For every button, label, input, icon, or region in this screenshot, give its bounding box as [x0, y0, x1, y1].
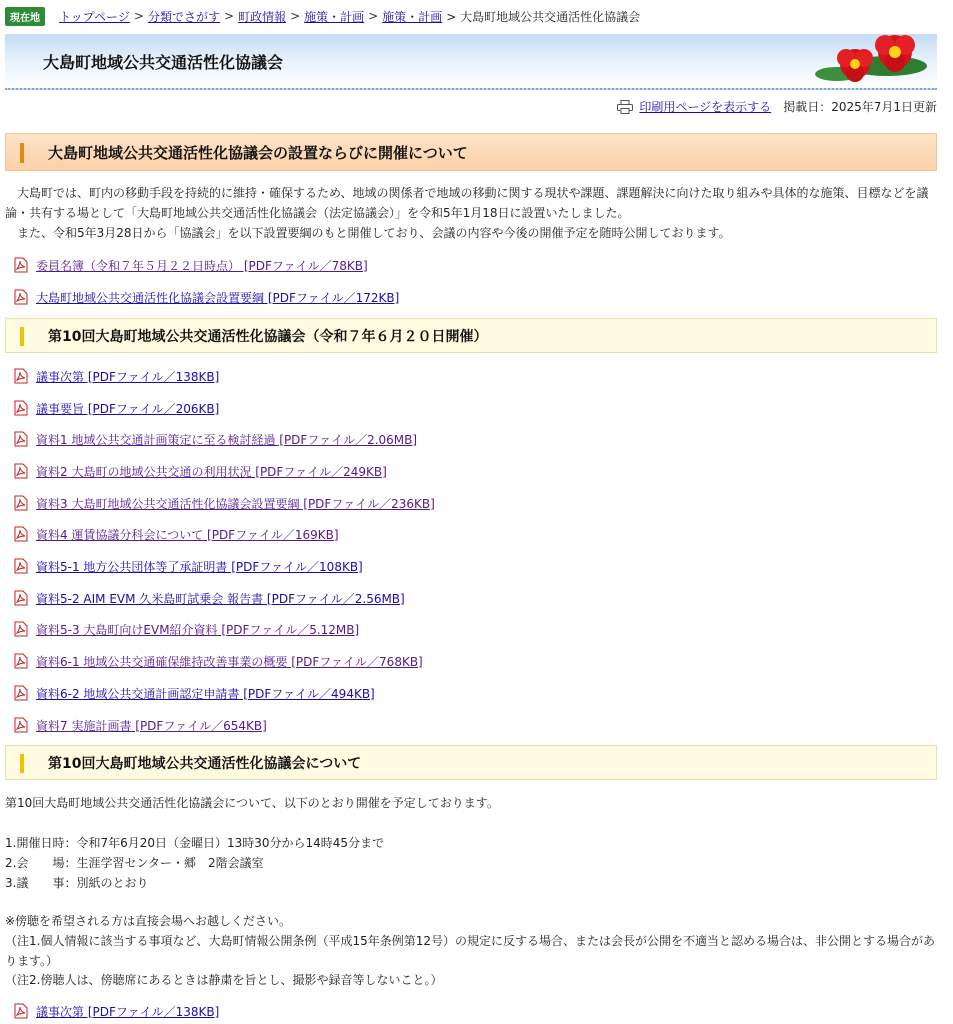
heading-bar	[20, 327, 24, 346]
pdf-icon	[14, 257, 28, 273]
pdf-link-row	[14, 1002, 219, 1020]
print-page-link[interactable]: 印刷用ページを表示する	[639, 100, 772, 114]
notice-item-venue: 2.会 場：生涯学習センター・郷 2階会議室	[5, 856, 264, 870]
section-heading-establishment	[5, 133, 937, 171]
pdf-link-material-5-3[interactable]: 資料5-3 大島町向けEVM紹介資料 [PDFファイル／5.12MB]	[36, 622, 360, 637]
breadcrumb-separator: >	[133, 9, 144, 23]
pdf-icon	[14, 431, 28, 447]
pdf-link-member-list[interactable]: 委員名簿（令和７年５月２２日時点） [PDFファイル／78KB]	[36, 258, 368, 273]
breadcrumb-current: > 大島町地域公共交通活性化協議会	[446, 9, 641, 24]
pdf-icon	[14, 621, 28, 637]
heading-bar	[20, 754, 24, 773]
notice-note-2: （注2.傍聴人は、傍聴席にあるときは静粛を旨とし、撮影や録音等しないこと。）	[5, 973, 443, 987]
pdf-icon	[14, 590, 28, 606]
pdf-link-row	[14, 684, 375, 702]
pdf-icon	[14, 653, 28, 669]
pdf-link-material-4[interactable]: 資料4 運賃協議分科会について [PDFファイル／169KB]	[36, 527, 339, 542]
pdf-link-row	[14, 589, 405, 607]
pdf-link-material-1[interactable]: 資料1 地域公共交通計画策定に至る検討経過 [PDFファイル／2.06MB]	[36, 432, 418, 447]
page-title: 大島町地域公共交通活性化協議会	[43, 53, 284, 72]
pdf-link-material-6-2[interactable]: 資料6-2 地域公共交通計画認定申請書 [PDFファイル／494KB]	[36, 686, 375, 701]
pdf-link-material-2[interactable]: 資料2 大島町の地域公共交通の利用状況 [PDFファイル／249KB]	[36, 464, 387, 479]
notice-lead: 第10回大島町地域公共交通活性化協議会について、以下のとおり開催を予定しております。	[5, 796, 499, 810]
breadcrumb-separator: >	[224, 9, 235, 23]
pdf-link-row	[14, 462, 387, 480]
pdf-icon	[14, 685, 28, 701]
pdf-link-row	[14, 494, 435, 512]
pdf-link-row	[14, 256, 368, 274]
pdf-icon	[14, 1003, 28, 1019]
pdf-link-row	[14, 557, 363, 575]
published-date: 掲載日：2025年7月1日更新	[783, 100, 937, 114]
breadcrumb-link-category[interactable]: 分類でさがす	[147, 9, 220, 24]
pdf-icon	[14, 526, 28, 542]
pdf-link-material-6-1[interactable]: 資料6-1 地域公共交通確保維持改善事業の概要 [PDFファイル／768KB]	[36, 654, 423, 669]
heading-bar	[20, 143, 24, 163]
page-header	[5, 34, 937, 90]
pdf-link-charter[interactable]: 大島町地域公共交通活性化協議会設置要綱 [PDFファイル／172KB]	[36, 290, 400, 305]
notice-item-agenda: 3.議 事：別紙のとおり	[5, 876, 149, 890]
pdf-link-row	[14, 430, 417, 448]
section-heading-meeting-10	[5, 318, 937, 353]
breadcrumb-separator: >	[290, 9, 301, 23]
camellia-flower-icon	[807, 26, 927, 86]
notice-item-datetime: 1.開催日時：令和7年6月20日（金曜日）13時30分から14時45分まで	[5, 836, 385, 850]
intro-paragraph: 大島町では、町内の移動手段を持続的に維持・確保するため、地域の関係者で地域の移動に関する現状や課題、課題解決に向けた取り組みや具体的な施策、目標などを議論・共有する場として「大島町地域公共交通活性化協議会（法定協議会）」を令和5年1月18日に設置いたしました。	[5, 186, 929, 220]
pdf-link-row	[14, 716, 267, 734]
pdf-link-material-5-1[interactable]: 資料5-1 地方公共団体等了承証明書 [PDFファイル／108KB]	[36, 559, 363, 574]
pdf-link-row	[14, 652, 423, 670]
current-location-badge: 現在地	[5, 7, 45, 26]
pdf-icon	[14, 717, 28, 733]
meta-row	[617, 98, 937, 115]
breadcrumb-separator: >	[368, 9, 379, 23]
pdf-icon	[14, 400, 28, 416]
intro-paragraph-2: また、令和5年3月28日から「協議会」を以下設置要綱のもと開催しており、会議の内容や今後の開催予定を随時公開しております。	[5, 226, 731, 240]
pdf-link-material-5-2[interactable]: 資料5-2 AIM EVM 久米島町試乗会 報告書 [PDFファイル／2.56MB]	[36, 591, 405, 606]
pdf-link-row	[14, 367, 219, 385]
notice-note-attendance: ※傍聴を希望される方は直接会場へお越しください。	[5, 914, 292, 928]
section-heading-text: 第10回大島町地域公共交通活性化協議会について	[48, 755, 362, 772]
section-heading-text: 大島町地域公共交通活性化協議会の設置ならびに開催について	[48, 143, 468, 162]
pdf-link-notice-agenda[interactable]: 議事次第 [PDFファイル／138KB]	[36, 1004, 220, 1019]
section-heading-meeting-notice	[5, 745, 937, 780]
pdf-icon	[14, 463, 28, 479]
section-heading-text: 第10回大島町地域公共交通活性化協議会（令和７年６月２０日開催）	[48, 328, 488, 345]
pdf-icon	[14, 289, 28, 305]
pdf-icon	[14, 495, 28, 511]
breadcrumb-link-policy-2[interactable]: 施策・計画	[382, 9, 443, 24]
breadcrumb-link-policy[interactable]: 施策・計画	[304, 9, 365, 24]
pdf-link-row	[14, 525, 339, 543]
pdf-link-row	[14, 288, 399, 306]
breadcrumb	[5, 6, 945, 26]
pdf-icon	[14, 558, 28, 574]
pdf-link-material-3[interactable]: 資料3 大島町地域公共交通活性化協議会設置要綱 [PDFファイル／236KB]	[36, 496, 435, 511]
breadcrumb-link-top[interactable]: トップページ	[59, 9, 130, 24]
printer-icon	[617, 100, 633, 114]
pdf-link-row	[14, 620, 359, 638]
pdf-icon	[14, 368, 28, 384]
notice-note-1: （注1.個人情報に該当する事項など、大島町情報公開条例（平成15年条例第12号）の規定に反する場合、または会長が公開を不適当と認める場合は、非公開とする場合があります。）	[5, 934, 935, 968]
pdf-link-agenda[interactable]: 議事次第 [PDFファイル／138KB]	[36, 369, 220, 384]
pdf-link-row	[14, 399, 219, 417]
breadcrumb-link-town-admin[interactable]: 町政情報	[238, 9, 287, 24]
pdf-link-material-7[interactable]: 資料7 実施計画書 [PDFファイル／654KB]	[36, 718, 267, 733]
pdf-link-minutes-summary[interactable]: 議事要旨 [PDFファイル／206KB]	[36, 401, 220, 416]
